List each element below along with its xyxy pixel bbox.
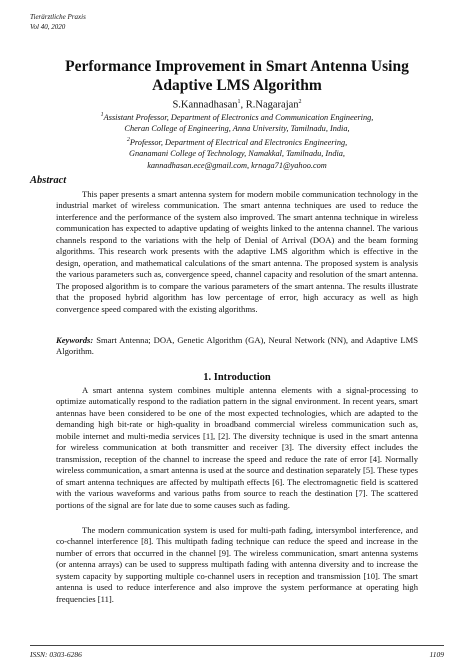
- author-1: S.Kannadhasan: [172, 99, 238, 111]
- affiliation-marker-2: 2: [126, 136, 130, 143]
- journal-name: Tierärztliche Praxis: [30, 13, 86, 21]
- footer-issn: ISSN: 0303-6286: [30, 650, 82, 659]
- author-emails: kannadhasan.ece@gmail.com, krnaga71@yahoo.com: [147, 160, 327, 170]
- affiliation-line-4: Gnanamani College of Technology, Namakkal, Tamilnadu, India,: [128, 149, 346, 159]
- affiliation-marker-1: 1: [100, 112, 104, 118]
- affiliation-line-3: [30, 135, 444, 148]
- journal-volume: Vol 40, 2020: [30, 23, 66, 31]
- affiliation-text-1: Assistant Professor, Department of Electronics and Communication Engineering,: [103, 112, 374, 122]
- introduction-paragraph-1: A smart antenna system combines multiple antenna elements with a signal-processing to optimize automatically respond to the radiation pattern in the signal environment. In recent years, smart antennas have been considered to be one of the most expected technologies, which are adapted to the demanding high bit-rate or high-quality in broadband commercial wireless communication such as, mobile internet and multi-media services [1], [2]. The diversity technique is used in the smart antenna for wireless communication at both transmitter and receiver [3]. The diversity effect includes the transmission, reception of the channel to increase the speed and reduce the rate of error [4]. Normally wireless communication, a smart antenna is used at the source and destination separately [5]. These types of smart antenna techniques are affected by multipath effects [6]. The electromagnetic field is scattered with the various waveforms and various paths from source to reach the destination [7]. The scattered portions of the signal are for late due to some causes such as fading.: [56, 385, 418, 510]
- abstract-heading: Abstract: [30, 175, 67, 186]
- affiliation-text-3: Professor, Department of Electrical and Electronics Engineering,: [129, 137, 348, 147]
- paper-title: [40, 57, 434, 95]
- title-line-2: Adaptive LMS Algorithm: [152, 77, 322, 94]
- title-line-1: Performance Improvement in Smart Antenna Using: [65, 58, 409, 75]
- introduction-paragraph-2: The modern communication system is used for multi-path fading, intersymbol interference, and co-channel interference [8]. This multipath fading technique can reduce the speed and increase in the number of errors that occurred in the channel [9]. The wireless communication, smart antenna systems (or antenna arrays) can be used to suppress multipath fading with antenna diversity and to increase the system capacity by supporting multiple co-channel users in reception and transmission [10]. The smart antenna is used to reduce interference and also improve the system performance at operating high frequencies [11].: [56, 525, 418, 604]
- footer-divider: [30, 645, 444, 646]
- author-2: , R.Nagarajan: [240, 99, 299, 111]
- journal-header: [30, 12, 86, 32]
- affiliations: [30, 110, 444, 172]
- keywords-label: Keywords:: [56, 335, 94, 345]
- keywords-text: Smart Antenna; DOA, Genetic Algorithm (GA), Neural Network (NN), and Adaptive LMS Algorithm.: [56, 335, 418, 357]
- author-2-marker: 2: [298, 99, 302, 105]
- author-1-marker: 1: [237, 99, 241, 105]
- section-heading-introduction: 1. Introduction: [203, 372, 271, 383]
- page-number: 1109: [429, 650, 444, 659]
- affiliation-line-2: Cheran College of Engineering, Anna University, Tamilnadu, India,: [124, 124, 350, 134]
- affiliation-line-1: [30, 110, 444, 123]
- abstract-body: This paper presents a smart antenna system for modern mobile communication technology in the industrial market of wireless communication. The smart antenna techniques are used to reduce the interference and the performance of the system also improved. The smart antenna technique in wireless communication has expected to adaptive updating of weights linked to the antenna channel. The various channels respond to the variations with the help of Denial of Arrival (DOA) and the beam forming algorithms. This research work presents with the adaptive LMS algorithm which is effective in the design, operation, and mathematical calculations of the smart antenna. The proposed system is analysis the various parameters such as, convergence speed, channel capacity and resolution of the smart antenna. The proposed algorithm is to compare the various parameters of the smart antenna. The results illustrate that the proposed hybrid algorithm has low percentage of error, high accuracy as well as high convergence speed compared with the existing algorithms.: [56, 189, 418, 314]
- keywords: [56, 335, 418, 358]
